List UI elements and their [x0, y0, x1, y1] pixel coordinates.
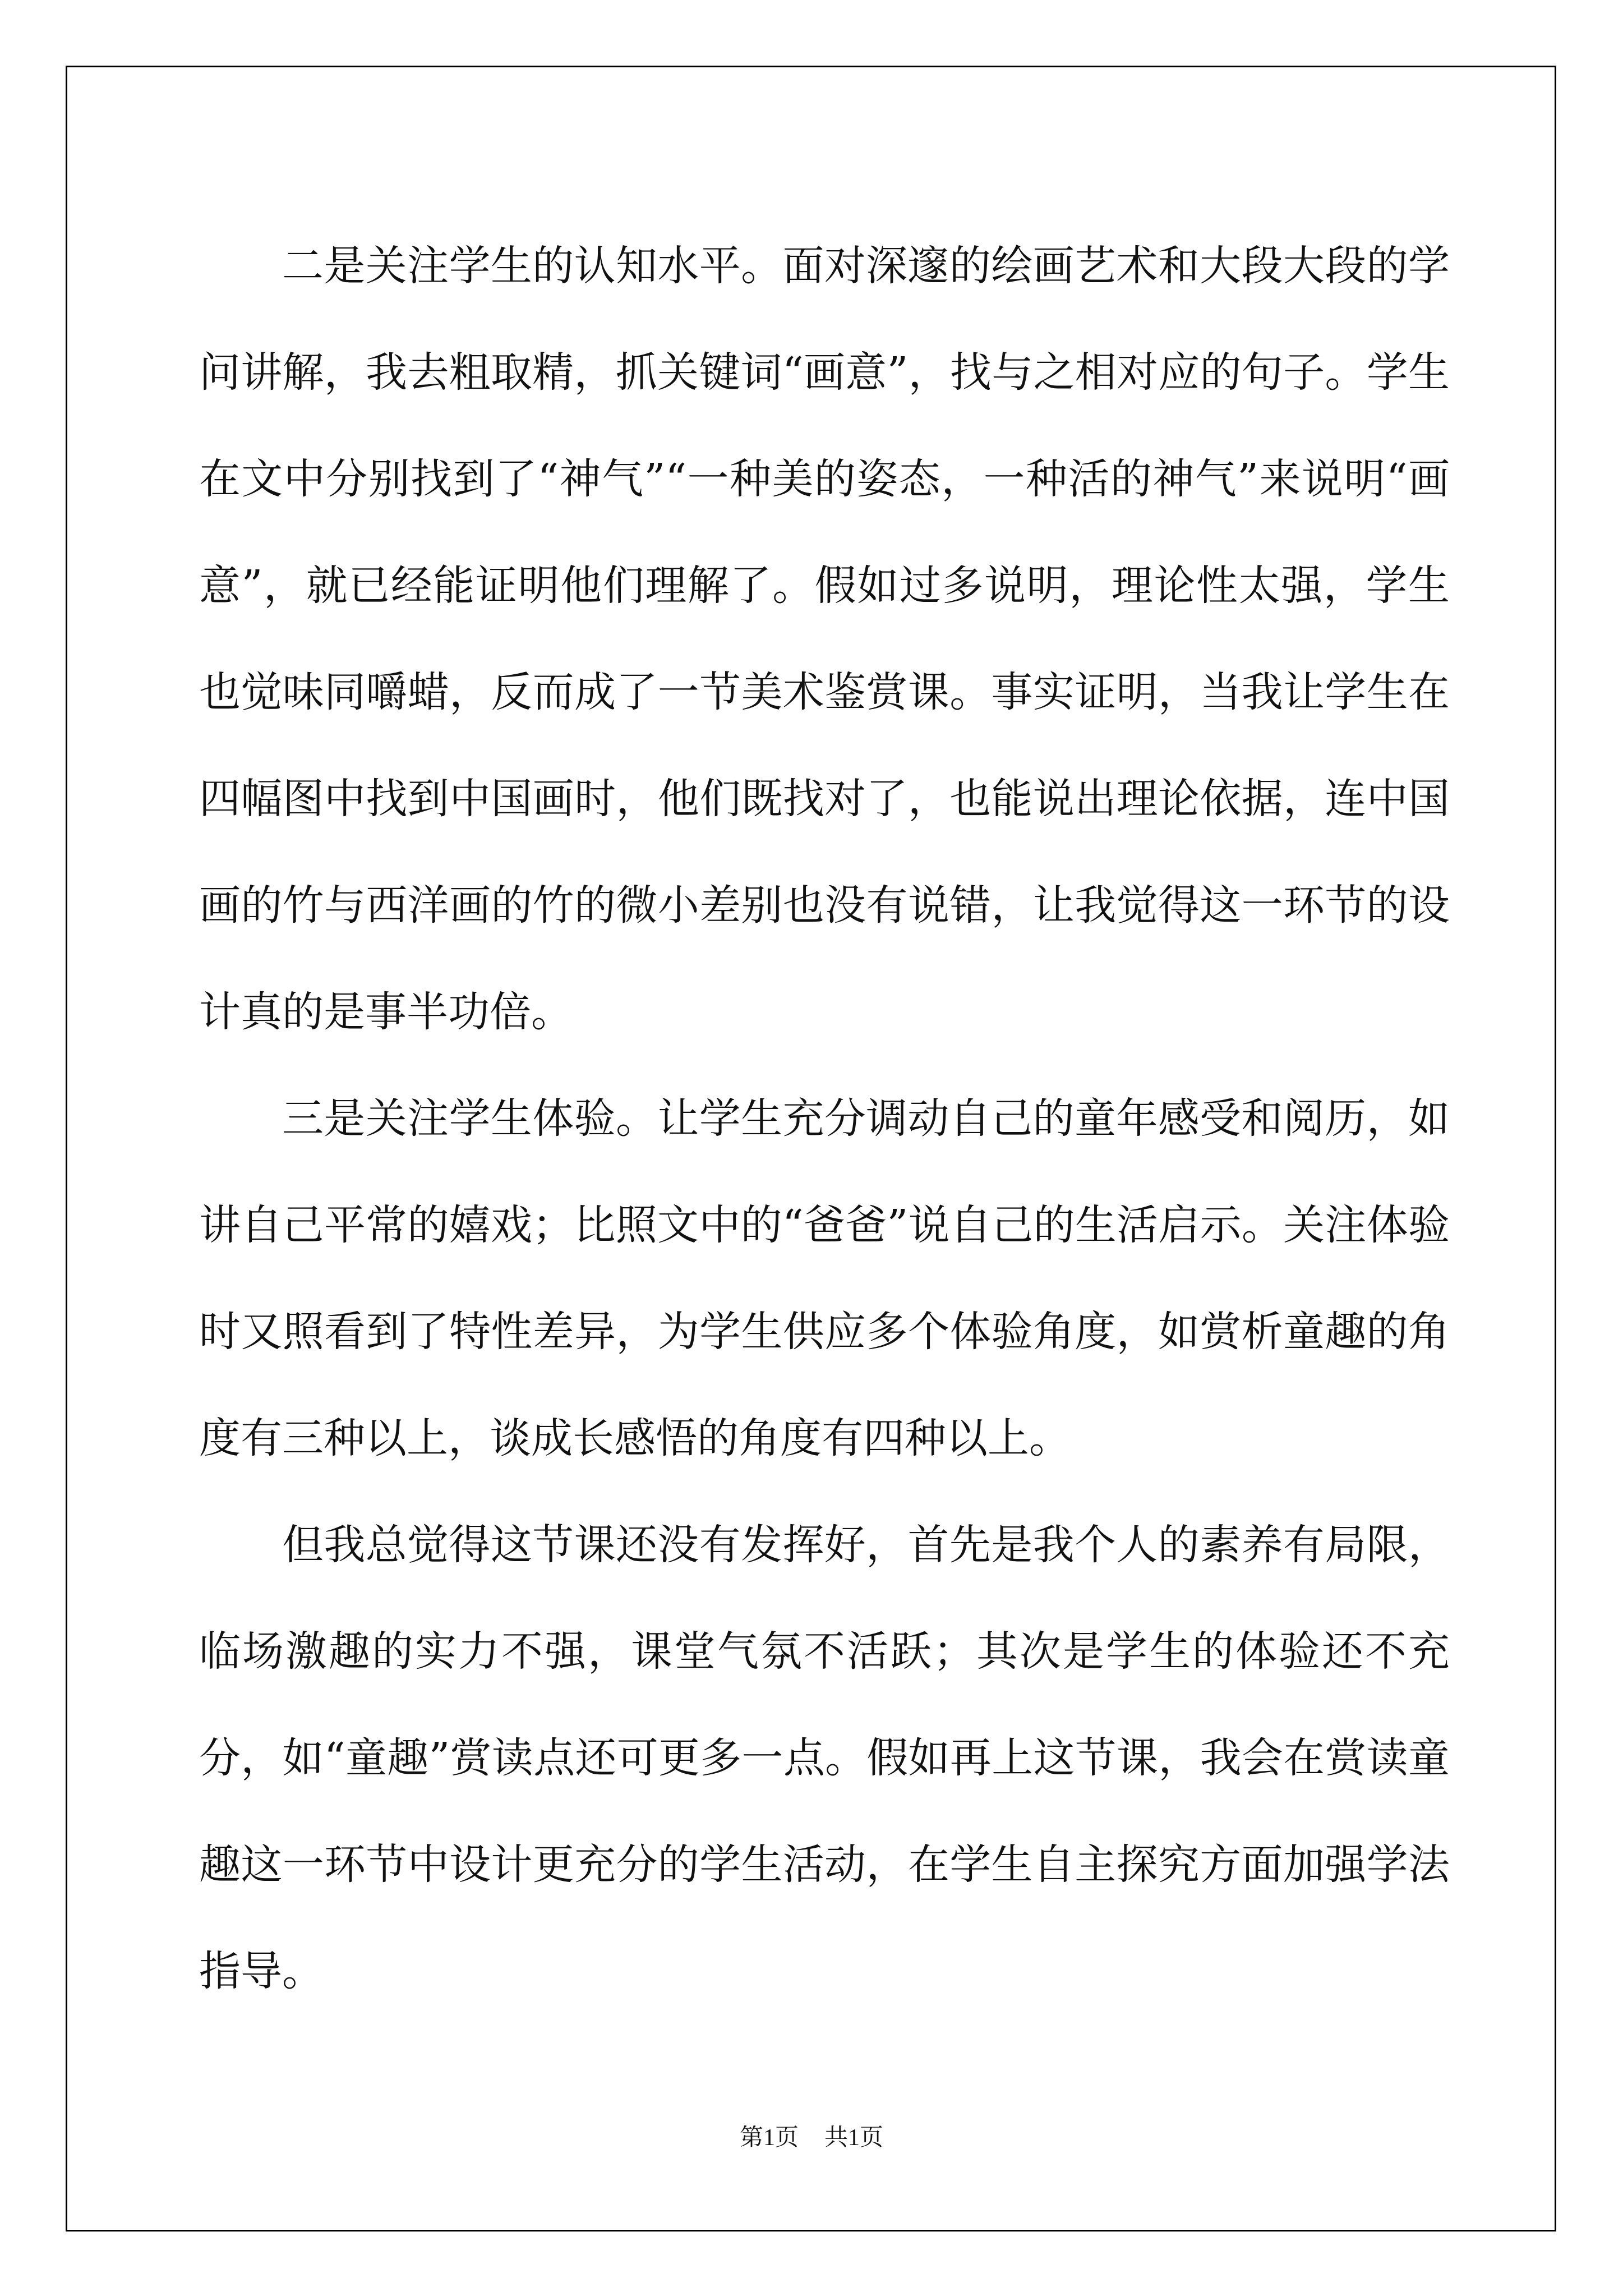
page-number-current: 第1页 [739, 2125, 799, 2151]
paragraph-student-experience: 三是关注学生体验。让学生充分调动自己的童年感受和阅历，如讲自己平常的嬉戏；比照文中的“爸爸”说自己的生活启示。关注体验时又照看到了特性差异，为学生供应多个体验角度，如赏析童趣的角度有三种以上，谈成长感悟的角度有四种以上。 [199, 1094, 1450, 1462]
paragraph-cognitive-level: 二是关注学生的认知水平。面对深邃的绘画艺术和大段大段的学问讲解，我去粗取精，抓关键词“画意”，找与之相对应的句子。学生在文中分别找到了“神气”“一种美的姿态，一种活的神气”来说明“画意”，就已经能证明他们理解了。假如过多说明，理论性太强，学生也觉味同嚼蜡，反而成了一节美术鉴赏课。事实证明，当我让学生在四幅图中找到中国画时，他们既找对了，也能说出理论依据，连中国画的竹与西洋画的竹的微小差别也没有说错，让我觉得这一环节的设计真的是事半功倍。 [199, 242, 1450, 1036]
paragraph-reflection: 但我总觉得这节课还没有发挥好，首先是我个人的素养有局限，临场激趣的实力不强，课堂气氛不活跃；其次是学生的体验还不充分，如“童趣”赏读点还可更多一点。假如再上这节课，我会在赏读童趣这一环节中设计更充分的学生活动，在学生自主探究方面加强学法指导。 [199, 1521, 1450, 1995]
page-number-total: 共1页 [824, 2125, 884, 2151]
page-footer [0, 2124, 1623, 2152]
document-body [199, 213, 1450, 2024]
